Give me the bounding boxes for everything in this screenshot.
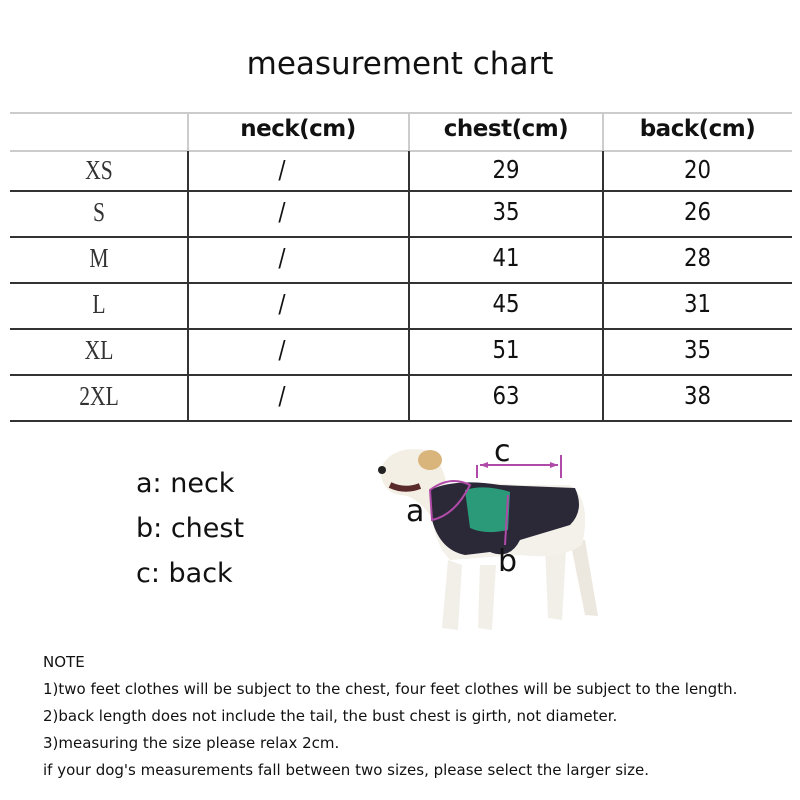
label-c: c (494, 434, 511, 469)
cell-chest: 45 (492, 289, 520, 318)
note-line: 2)back length does not include the tail, the bust chest is girth, not diameter. (43, 707, 618, 725)
cell-neck: / (278, 289, 286, 318)
cell-size: M (89, 243, 109, 273)
cell-size: 2XL (79, 381, 119, 411)
cell-neck: / (278, 243, 286, 272)
cell-chest: 35 (492, 197, 520, 226)
note-heading: NOTE (43, 653, 85, 671)
cell-neck: / (278, 197, 286, 226)
cell-back: 35 (683, 335, 712, 364)
legend-back: c: back (136, 558, 233, 589)
cell-back: 38 (683, 381, 712, 410)
cell-neck: / (278, 335, 286, 364)
note-line: 3)measuring the size please relax 2cm. (43, 734, 340, 752)
cell-back: 31 (683, 289, 712, 318)
header-chest: chest(cm) (443, 116, 569, 142)
dog-illustration (370, 440, 600, 640)
header-back: back(cm) (639, 116, 756, 142)
cell-back: 26 (683, 197, 712, 226)
page-title: measurement chart (246, 46, 554, 82)
label-b: b (498, 544, 518, 579)
note-line: if your dog's measurements fall between two sizes, please select the larger size. (43, 761, 650, 779)
legend-chest: b: chest (136, 513, 245, 544)
label-a: a (406, 494, 425, 529)
cell-back: 20 (683, 154, 712, 184)
note-line: 1)two feet clothes will be subject to the chest, four feet clothes will be subject to the length. (43, 680, 738, 698)
cell-chest: 41 (492, 243, 520, 272)
cell-size: L (92, 289, 106, 319)
cell-neck: / (278, 154, 286, 184)
dog-diagram (370, 434, 600, 640)
cell-back: 28 (683, 243, 712, 272)
cell-chest: 63 (492, 381, 520, 410)
header-neck: neck(cm) (240, 116, 356, 142)
cell-chest: 29 (492, 154, 520, 184)
cell-size: XL (84, 335, 114, 365)
cell-chest: 51 (492, 335, 520, 364)
cell-size: S (92, 197, 106, 227)
legend-neck: a: neck (136, 468, 235, 499)
cell-size: XS (85, 154, 113, 185)
cell-neck: / (278, 381, 286, 410)
